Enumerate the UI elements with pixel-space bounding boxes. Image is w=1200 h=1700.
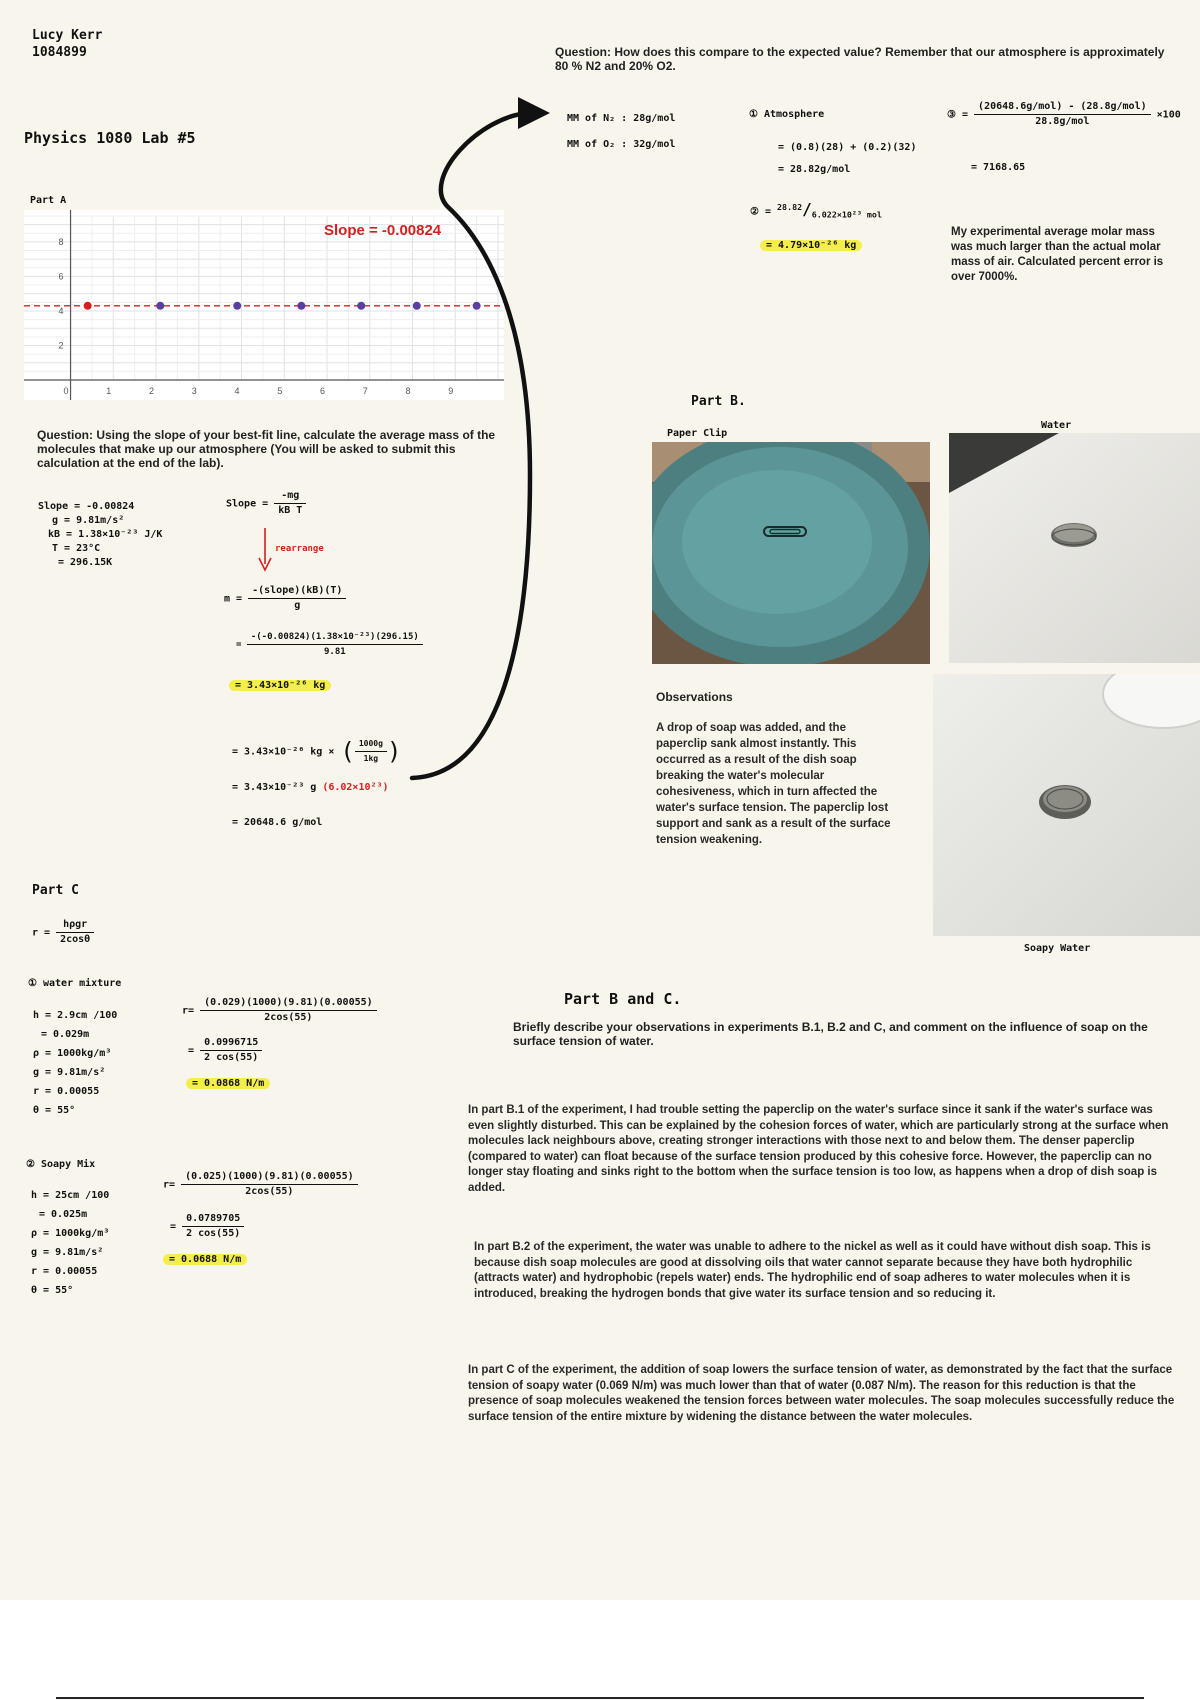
conversion-line-2: = 3.43×10⁻²³ g bbox=[232, 782, 317, 793]
slope-formula-denominator: kB T bbox=[278, 505, 303, 516]
x-tick-label: 6 bbox=[320, 386, 326, 396]
mass-result bbox=[229, 679, 331, 693]
step-3-denominator: 28.8g/mol bbox=[1035, 116, 1090, 127]
surface-tension-formula-denominator: 2cosθ bbox=[60, 934, 91, 945]
data-point bbox=[233, 302, 241, 310]
water-substitution: r= $\frac{(0.029)(1000)(9.81)(0.00055)}{2\cos(55)}$ bbox=[182, 996, 377, 1025]
rearrange-note: rearrange bbox=[275, 544, 324, 554]
top-question: Question: How does this compare to the expected value? Remember that our atmosphere is approximately 80 % N2 and 20% O2. bbox=[555, 45, 1165, 73]
water-label: Water bbox=[1041, 420, 1072, 431]
bottom-divider bbox=[56, 1697, 1144, 1699]
slope-formula-lhs: Slope = bbox=[226, 498, 269, 510]
water-substitution-denominator: 2cos(55) bbox=[264, 1012, 313, 1023]
conversion-factor-denominator: 1kg bbox=[363, 754, 379, 763]
mass-formula-lhs: m = bbox=[224, 593, 243, 605]
mass-formula-denominator: g bbox=[294, 600, 301, 611]
water-step: = $\frac{0.0996715}{2 \cos(55)}$ bbox=[188, 1036, 262, 1065]
given-g: g = 9.81m/s² bbox=[52, 515, 125, 526]
part-c-paragraph: In part C of the experiment, the addition of soap lowers the surface tension of water, as demonstrated by the fact that the surface tension of soapy water (0.069 N/m) was much lower than that of water (0.087 N/m). The reason for this reduction is that the presence of soap molecules weakened the tension forces between water molecules. The soap molecules successfully reduce the surface tension of the entire mixture by widening the distance between the water molecules. bbox=[468, 1364, 1175, 1423]
part-b1-paragraph: In part B.1 of the experiment, I had trouble setting the paperclip on the water's surface since it sank if the water's surface was even slightly disturbed. This can be explained by the cohesion forces of water, which are particularly strong at the surface when molecules lack neighbours above, creating stronger interactions with those next to and below them. The denser paperclip (compared to water) can float because of the surface tension produced by this cohesive force. However, the paperclip can no longer stay floating and sinks right to the bottom when the surface tension is too low, as happens when a drop of dish soap is added. bbox=[468, 1104, 1169, 1194]
atmosphere-label: ① Atmosphere bbox=[749, 109, 825, 120]
mass-formula-numerator: -(slope)(kB)(T) bbox=[248, 584, 346, 599]
water-given-g: g = 9.81m/s² bbox=[33, 1067, 106, 1078]
paperclip-scene bbox=[652, 442, 930, 664]
mass-result-highlight: = 3.43×10⁻²⁶ kg bbox=[229, 680, 331, 691]
x-tick-label: 8 bbox=[405, 386, 411, 396]
soapy-mix-label: ② Soapy Mix bbox=[26, 1159, 96, 1170]
molar-mass-n2: MM of N₂ : 28g/mol bbox=[567, 113, 676, 124]
water-givens bbox=[33, 1006, 117, 1120]
y-tick-label: 8 bbox=[58, 236, 64, 247]
soapy-given-h-m: = 0.025m bbox=[39, 1209, 88, 1220]
water-given-theta: θ = 55° bbox=[33, 1105, 76, 1116]
water-given-r: r = 0.00055 bbox=[33, 1086, 100, 1097]
soapy-given-h: h = 25cm /100 bbox=[31, 1190, 110, 1201]
data-point bbox=[84, 302, 92, 310]
soapy-water-scene bbox=[933, 674, 1200, 936]
soapy-result-highlight: = 0.0688 N/m bbox=[163, 1254, 247, 1265]
part-c-label: Part C bbox=[32, 883, 79, 898]
step-3-multiplier: ×100 bbox=[1156, 109, 1181, 121]
slope-formula-numerator: -mg bbox=[274, 489, 306, 504]
paperclip-photo bbox=[652, 442, 930, 664]
x-tick-label: 0 bbox=[63, 386, 69, 396]
page-title: Physics 1080 Lab #5 bbox=[24, 129, 196, 147]
given-slope: Slope = -0.00824 bbox=[38, 501, 135, 512]
water-photo bbox=[949, 433, 1200, 663]
part-bc-label: Part B and C. bbox=[564, 990, 682, 1008]
connector-arrow bbox=[400, 95, 600, 795]
avogadro-factor: (6.02×10²³) bbox=[322, 782, 389, 793]
soapy-substitution: r= $\frac{(0.025)(1000)(9.81)(0.00055)}{2\cos(55)}$ bbox=[163, 1170, 358, 1199]
x-tick-label: 7 bbox=[362, 386, 368, 396]
soapy-substitution-denominator: 2cos(55) bbox=[245, 1186, 294, 1197]
x-tick-label: 9 bbox=[448, 386, 454, 396]
soapy-given-g: g = 9.81m/s² bbox=[31, 1247, 104, 1258]
water-substitution-numerator: (0.029)(1000)(9.81)(0.00055) bbox=[200, 996, 377, 1011]
part-b2-paragraph: In part B.2 of the experiment, the water was unable to adhere to the nickel as well as it could have without dish soap. This is because dish soap molecules are good at dissolving oils that water cannot separate because they have both hydrophilic (attracts water) and hydrophobic (repels water) ends. The hydrophilic end of soap adheres to water molecules when it is introduced, breaking the hydrogen bonds that give water its surface tension and so reducing it. bbox=[474, 1241, 1151, 1300]
surface-tension-formula-lhs: r = bbox=[32, 927, 51, 939]
soapy-given-theta: θ = 55° bbox=[31, 1285, 74, 1296]
x-tick-label: 5 bbox=[277, 386, 283, 396]
data-point bbox=[156, 302, 164, 310]
mass-substitution-denominator: 9.81 bbox=[323, 647, 346, 657]
step-3-result: = 7168.65 bbox=[971, 162, 1026, 173]
part-a-label: Part A bbox=[30, 195, 67, 206]
part-bc-prompt: Briefly describe your observations in experiments B.1, B.2 and C, and comment on the influence of soap on the surface tension of water. bbox=[513, 1020, 1148, 1048]
step-3-numerator: (20648.6g/mol) - (28.8g/mol) bbox=[974, 100, 1151, 115]
x-tick-label: 2 bbox=[149, 386, 155, 396]
data-point bbox=[297, 302, 305, 310]
atmosphere-line-2: = 28.82g/mol bbox=[778, 164, 851, 175]
rearrange-arrow bbox=[258, 528, 272, 572]
percent-error-formula bbox=[947, 100, 1181, 129]
water-step-numerator: 0.0996715 bbox=[200, 1036, 262, 1051]
step-2-result bbox=[760, 239, 862, 253]
mass-formula bbox=[224, 584, 346, 613]
step-2-denominator: 6.022×10²³ mol bbox=[811, 209, 882, 220]
x-tick-label: 4 bbox=[234, 386, 240, 396]
given-temperature: T = 23°C bbox=[52, 543, 101, 554]
student-name: Lucy Kerr bbox=[32, 28, 103, 43]
conversion-line-2-row bbox=[232, 781, 389, 795]
part-b-label: Part B. bbox=[691, 394, 746, 409]
y-tick-label: 2 bbox=[58, 340, 64, 351]
percent-error-comment: My experimental average molar mass was much larger than the actual molar mass of air. Calculated percent error is over 7000%. bbox=[951, 226, 1164, 283]
mass-substitution-numerator: -(-0.00824)(1.38×10⁻²³)(296.15) bbox=[247, 630, 423, 645]
observations-title: Observations bbox=[656, 690, 733, 704]
x-tick-label: 3 bbox=[191, 386, 197, 396]
step-2-result-highlight: = 4.79×10⁻²⁶ kg bbox=[760, 240, 862, 251]
student-id: 1084899 bbox=[32, 45, 87, 60]
water-given-h: h = 2.9cm /100 bbox=[33, 1010, 118, 1021]
step-2-division: ② = $^{28.82}/_{6.022\times 10^{23} mol}$ bbox=[750, 199, 882, 220]
soapy-step-numerator: 0.0789705 bbox=[182, 1212, 244, 1227]
water-given-h-m: = 0.029m bbox=[41, 1029, 90, 1040]
water-given-rho: ρ = 1000kg/m³ bbox=[33, 1048, 112, 1059]
mass-substitution: = $\frac{\text{-(-0.00824)(1.38×10⁻²³)(296.15)}}{9.81}$ bbox=[236, 630, 423, 659]
step-3-prefix: ③ = bbox=[947, 109, 969, 121]
atmosphere-line-1: = (0.8)(28) + (0.2)(32) bbox=[778, 142, 917, 153]
given-temperature-kelvin: = 296.15K bbox=[58, 557, 113, 568]
soapy-given-rho: ρ = 1000kg/m³ bbox=[31, 1228, 110, 1239]
conversion-line-1: = 3.43×10⁻²⁶ kg × bbox=[232, 746, 335, 758]
surface-tension-formula-numerator: hρgr bbox=[56, 918, 94, 933]
soapy-given-r: r = 0.00055 bbox=[31, 1266, 98, 1277]
molar-mass-o2: MM of O₂ : 32g/mol bbox=[567, 139, 676, 150]
water-mixture-label: ① water mixture bbox=[28, 978, 122, 989]
chart-slope-annotation: Slope = -0.00824 bbox=[324, 222, 442, 239]
part-a-givens bbox=[38, 500, 162, 570]
part-a-question: Question: Using the slope of your best-fit line, calculate the average mass of the molecules that make up our atmosphere (You will be asked to submit this calculation at the end of the lab). bbox=[37, 428, 496, 470]
soapy-result bbox=[163, 1253, 247, 1267]
conversion-line-3: = 20648.6 g/mol bbox=[232, 817, 323, 828]
y-tick-label: 6 bbox=[58, 271, 64, 282]
observations-text: A drop of soap was added, and the paperclip sank almost instantly. This occurred as a result of the dish soap breaking the water's molecular cohesiveness, which in turn affected the water's surface tension. The paperclip lost support and sank as a result of the surface tension weakening. bbox=[656, 722, 891, 846]
surface-tension-formula bbox=[32, 918, 94, 947]
paperclip-label: Paper Clip bbox=[667, 428, 728, 439]
slope-formula bbox=[226, 489, 306, 518]
step-2-numerator: 28.82 bbox=[777, 202, 803, 212]
soapy-step-denominator: 2 cos(55) bbox=[186, 1228, 241, 1239]
soapy-water-photo bbox=[933, 674, 1200, 936]
given-kb: kB = 1.38×10⁻²³ J/K bbox=[48, 529, 163, 540]
water-result bbox=[186, 1077, 270, 1091]
soapy-substitution-numerator: (0.025)(1000)(9.81)(0.00055) bbox=[181, 1170, 358, 1185]
unit-conversion: = 3.43×10⁻²⁶ kg × ( $\frac{1000g}{1kg}$ ) bbox=[232, 737, 402, 766]
water-step-denominator: 2 cos(55) bbox=[204, 1052, 259, 1063]
x-tick-label: 1 bbox=[106, 386, 112, 396]
soapy-givens bbox=[31, 1186, 109, 1300]
water-result-highlight: = 0.0868 N/m bbox=[186, 1078, 270, 1089]
soapy-step: = $\frac{0.0789705}{2 \cos(55)}$ bbox=[170, 1212, 244, 1241]
step-2-prefix: ② = bbox=[750, 206, 772, 218]
conversion-factor-numerator: 1000g bbox=[355, 737, 387, 752]
water-scene bbox=[949, 433, 1200, 663]
y-tick-label: 4 bbox=[58, 305, 64, 316]
soapy-water-label: Soapy Water bbox=[1024, 943, 1091, 954]
data-point bbox=[357, 302, 365, 310]
